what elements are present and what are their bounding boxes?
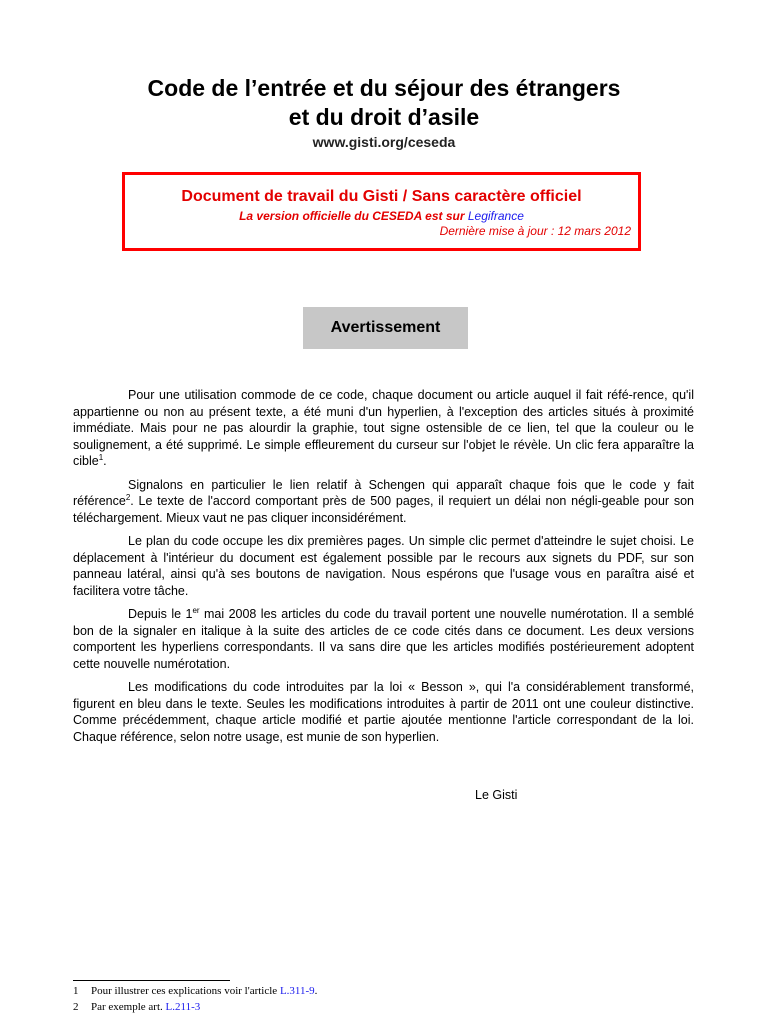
warning-body: [73, 387, 694, 752]
notice-heading: Document de travail du Gisti / Sans caractère officiel: [181, 188, 582, 205]
legifrance-link[interactable]: Legifrance: [467, 209, 524, 223]
official-version-line: [125, 209, 638, 223]
title-line-1: Code de l’entrée et du séjour des étrangers: [147, 75, 621, 101]
footnote-2: 2 Par exemple art. L.211-3: [73, 1001, 201, 1013]
signature: Le Gisti: [475, 788, 518, 802]
site-url[interactable]: www.gisti.org/ceseda: [312, 134, 456, 150]
paragraph-4: Depuis le 1er mai 2008 les articles du code du travail portent une nouvelle numérotation. Il a semblé bon de la signaler en italique à la suite des articles de ce code cités dans ce document. Les deux versions comportent les hyperliens correspondants. Il va sans dire que les articles modifiés postérieurement adoptent cette nouvelle numérotation.: [73, 605, 695, 671]
paragraph-3: Le plan du code occupe les dix premières pages. Un simple clic permet d'atteindre le sujet choisi. Le déplacement à l'intérieur du document est également possible par le recours aux signets du PDF, sur son panneau latéral, ainsi qu'à ses boutons de navigation. Nous espérons que l'usage vous en paraîtra aisé et facilitera votre tâche.: [73, 534, 694, 598]
paragraph-5: Les modifications du code introduites par la loi « Besson », qui l'a considérablement transformé, figurent en bleu dans le texte. Seules les modifications introduites à partir de 2011 ont une couleur distinctive. Comme précédemment, chaque article modifié et partie ajoutée mentionne l'article correspondant de la loi. Chaque référence, selon notre usage, est munie de son hyperlien.: [73, 680, 694, 744]
document-title: [0, 74, 768, 132]
title-line-2: et du droit d’asile: [288, 104, 480, 130]
official-version-text: La version officielle du CESEDA est sur: [239, 209, 465, 223]
warning-heading: Avertissement: [303, 307, 468, 349]
footnote-ref-1[interactable]: 1: [98, 452, 104, 462]
last-update-date: Dernière mise à jour : 12 mars 2012: [439, 224, 631, 238]
footnote-1-link[interactable]: L.311-9: [279, 985, 315, 997]
footnote-2-link[interactable]: L.211-3: [165, 1001, 201, 1013]
paragraph-2: Signalons en particulier le lien relatif à Schengen qui apparaît chaque fois que le code y fait référence$^2$. Le texte de l'accord comportant près de 500 pages, il requiert un délai non négli-geable pour son téléchargement. Mieux vaut ne pas cliquer inconsidérément.: [73, 477, 694, 525]
footnote-1: 1 Pour illustrer ces explications voir l'article L.311-9.: [73, 985, 318, 997]
footnote-separator: [73, 980, 230, 981]
footnote-ref-2[interactable]: 2: [125, 492, 131, 502]
unofficial-notice-box: [122, 172, 641, 251]
paragraph-1: Pour une utilisation commode de ce code, chaque document ou article auquel il fait réfé-rence, qu'il appartienne ou non au présent texte, a été muni d'un hyperlien, à l'exception des articles situés à proximité immédiate. Mais pour ne pas alourdir la graphie, tout signe ostensible de ce lien, tel que la couleur ou le soulignement, a été supprimé. Le simple effleurement du curseur sur l'objet le révèle. Un clic fera apparaître la cible$^1$.: [73, 388, 694, 468]
